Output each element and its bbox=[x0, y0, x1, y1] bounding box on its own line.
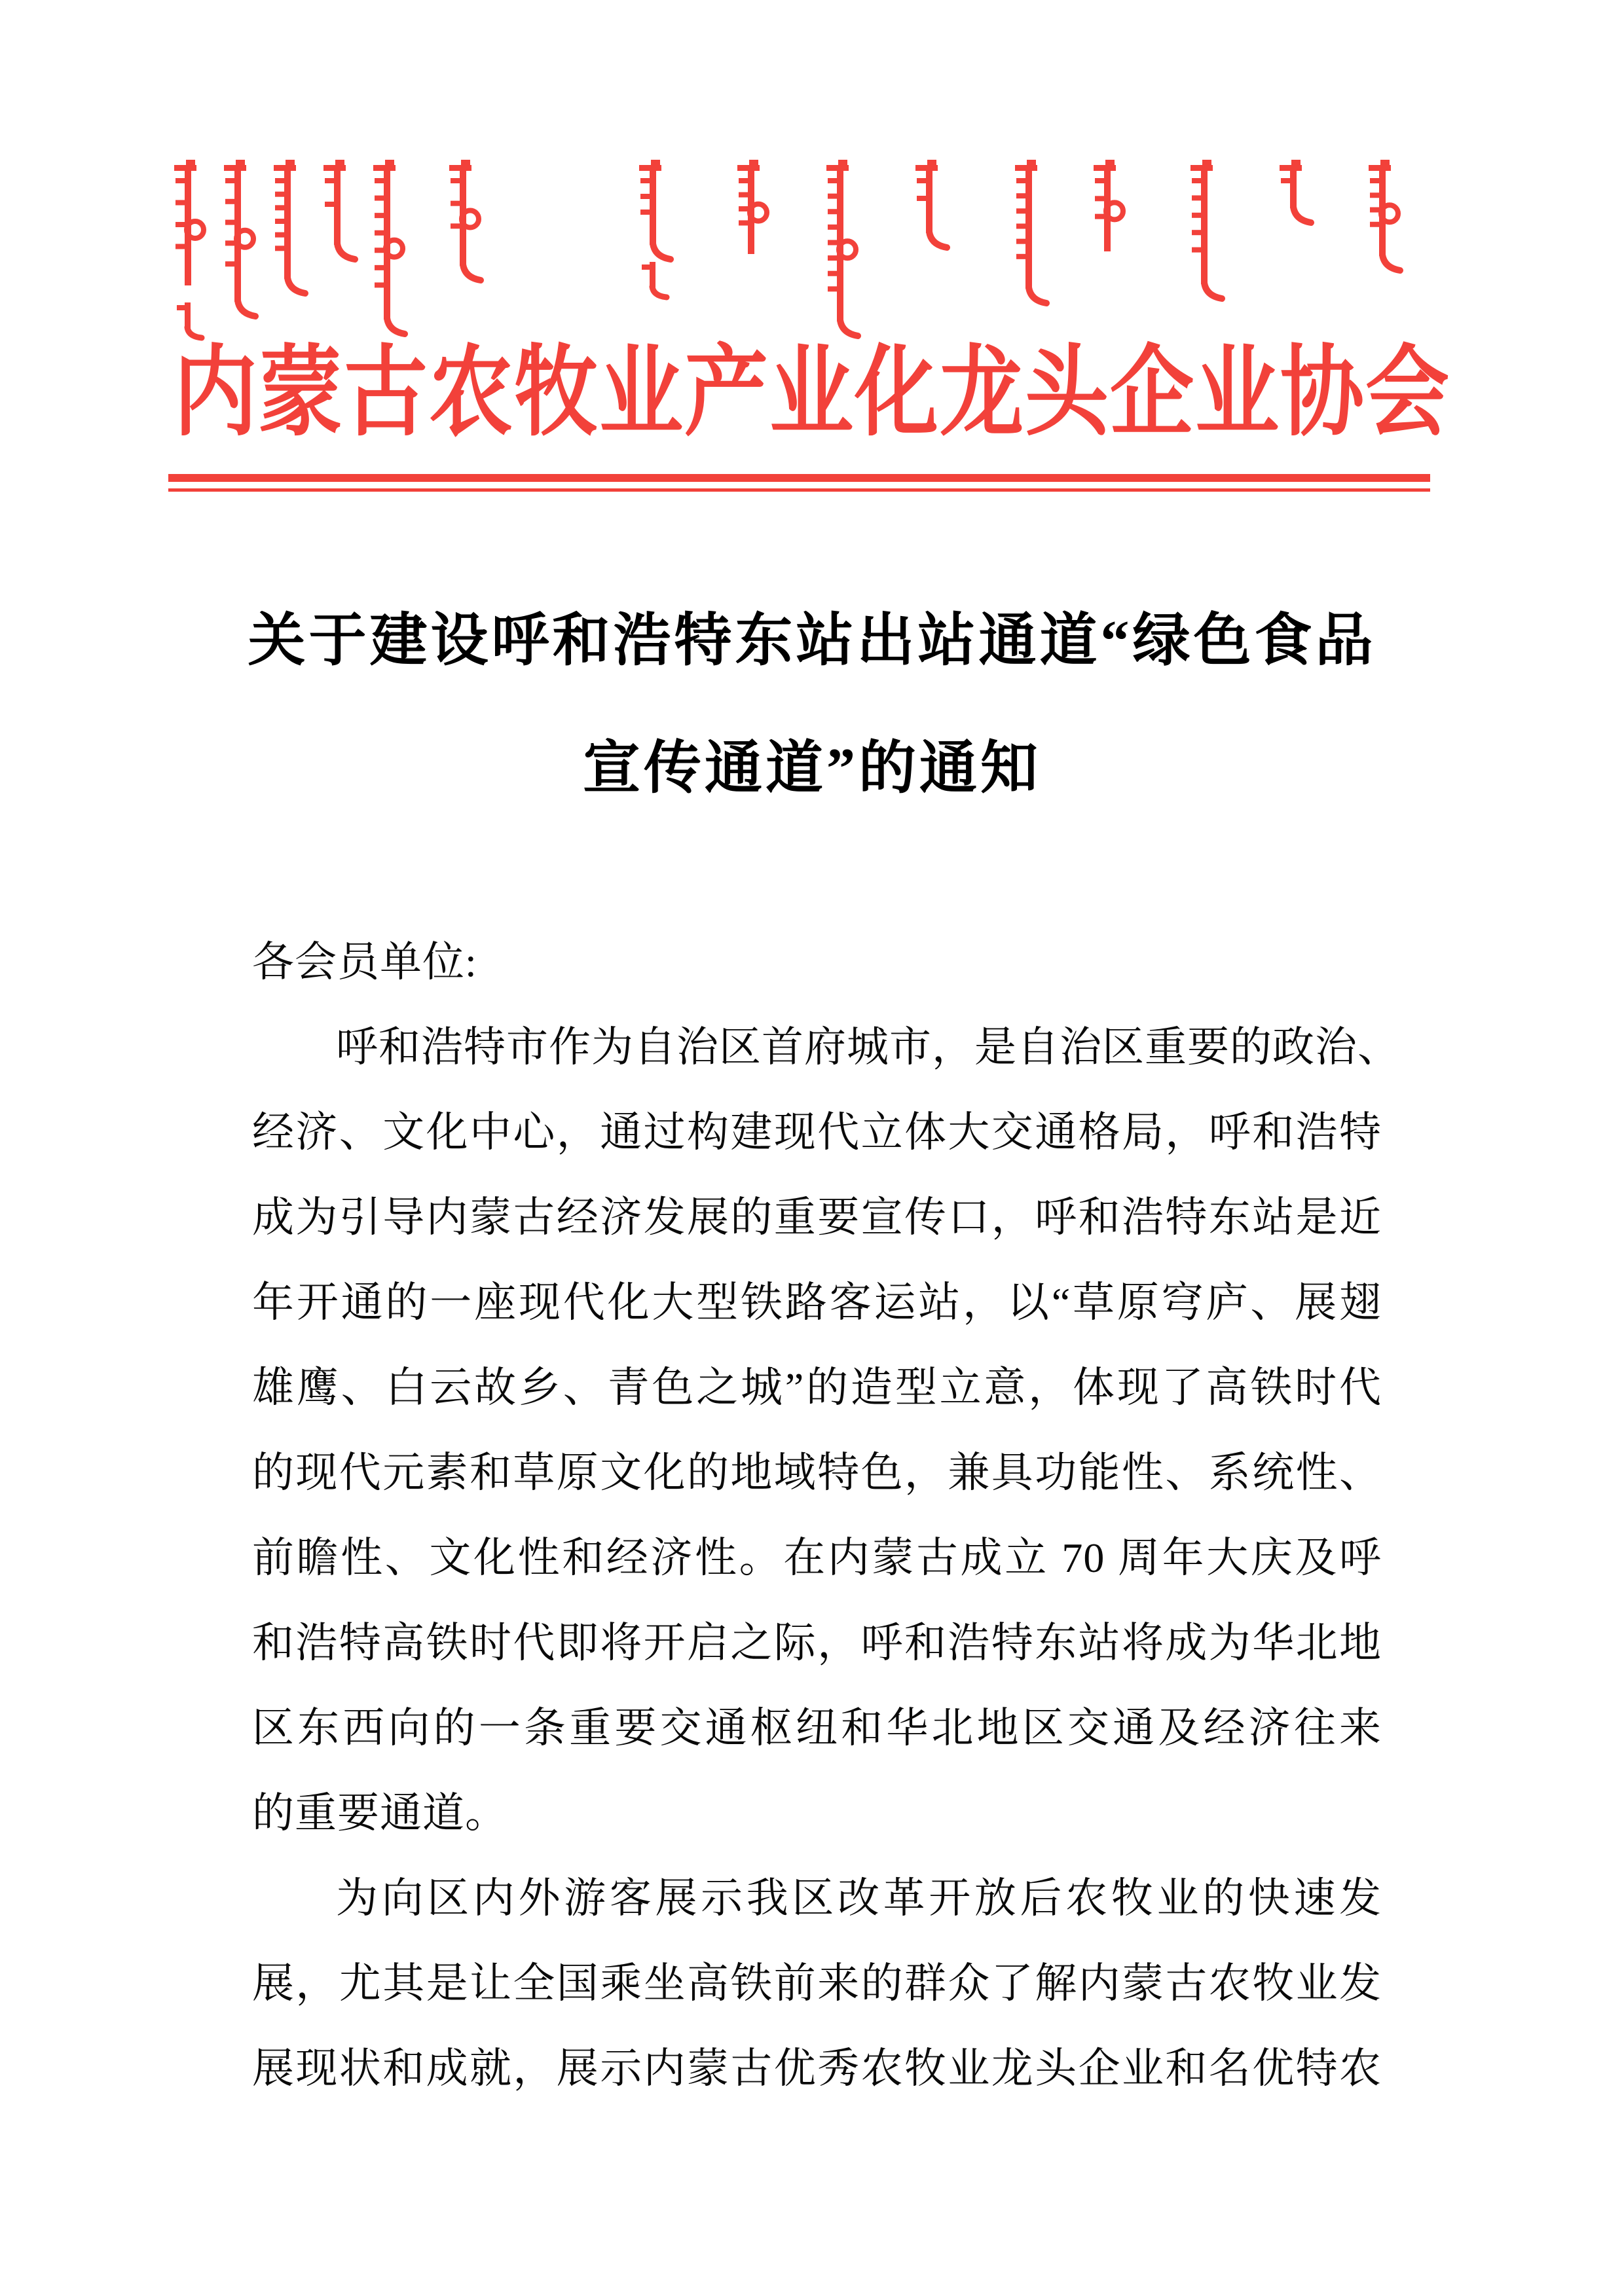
body-line: 的现代元素和草原文化的地域特色，兼具功能性、系统性、 bbox=[252, 1449, 1382, 1496]
org-name: 内蒙古农牧业产业化龙头企业协会 bbox=[173, 338, 1450, 448]
body-line: 年开通的一座现代化大型铁路客运站，以“草原穹庐、展翅 bbox=[252, 1279, 1382, 1326]
body-line: 展，尤其是让全国乘坐高铁前来的群众了解内蒙古农牧业发 bbox=[252, 1960, 1382, 2007]
body-line: 雄鹰、白云故乡、青色之城”的造型立意，体现了高铁时代 bbox=[252, 1364, 1382, 1411]
title-line-2: 宣传通道”的通知 bbox=[582, 737, 1041, 801]
body-line: 区东西向的一条重要交通枢纽和华北地区交通及经济往来 bbox=[252, 1705, 1382, 1751]
body-line: 成为引导内蒙古经济发展的重要宣传口，呼和浩特东站是近 bbox=[252, 1194, 1382, 1241]
title-line-1: 关于建设呼和浩特东站出站通道“绿色食品 bbox=[248, 610, 1376, 673]
body-line: 和浩特高铁时代即将开启之际，呼和浩特东站将成为华北地 bbox=[252, 1620, 1382, 1666]
body-line: 经济、文化中心，通过构建现代立体大交通格局，呼和浩特 bbox=[252, 1109, 1382, 1156]
red-separator-line bbox=[168, 474, 1430, 492]
salutation: 各会员单位: bbox=[252, 939, 477, 985]
body-line: 前瞻性、文化性和经济性。在内蒙古成立 70 周年大庆及呼 bbox=[252, 1535, 1382, 1581]
body-line: 的重要通道。 bbox=[252, 1790, 507, 1836]
body-line: 为向区内外游客展示我区改革开放后农牧业的快速发 bbox=[336, 1875, 1382, 1922]
body-line: 展现状和成就，展示内蒙古优秀农牧业龙头企业和名优特农 bbox=[252, 2045, 1382, 2092]
body-line: 呼和浩特市作为自治区首府城市，是自治区重要的政治、 bbox=[336, 1024, 1400, 1070]
document-body bbox=[252, 920, 1400, 2111]
document-title bbox=[0, 577, 1624, 833]
